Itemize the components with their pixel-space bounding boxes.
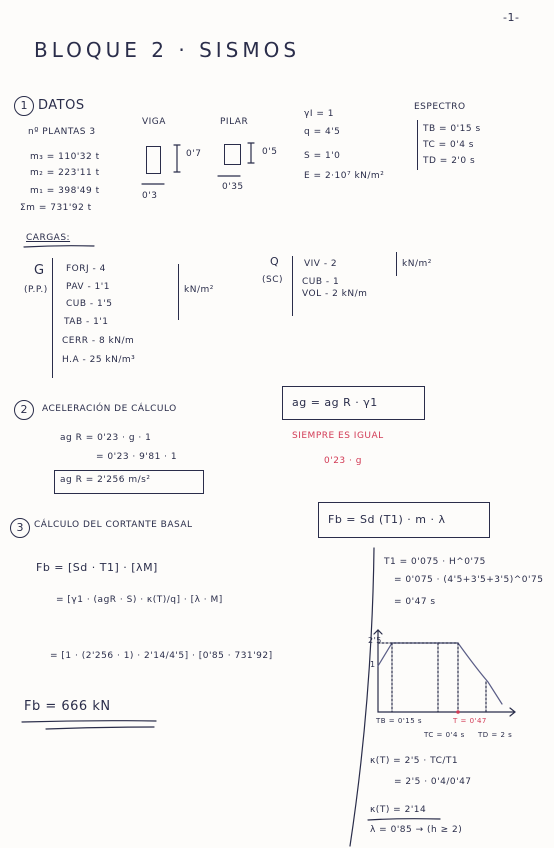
param-s: S = 1'0 [304, 151, 341, 161]
section-number-1: 1 [14, 96, 34, 116]
pilar-height: 0'5 [262, 147, 278, 157]
mass-3: m₃ = 110'32 t [30, 152, 100, 162]
kappa-line-2: = 2'5 · 0'4/0'47 [394, 777, 472, 787]
right-column-divider [350, 548, 374, 846]
note-siempre-igual: SIEMPRE ES IGUAL [292, 431, 384, 441]
mass-total: Σm = 731'92 t [20, 203, 92, 213]
agr-line-2: = 0'23 · 9'81 · 1 [96, 452, 178, 462]
pilar-label: PILAR [220, 117, 249, 127]
section-heading-datos: DATOS [38, 98, 85, 113]
cargas-heading: CARGAS: [26, 233, 71, 243]
q-item-cub: CUB - 1 [302, 277, 340, 287]
mass-1: m₁ = 398'49 t [30, 186, 100, 196]
viga-height-arrow [174, 145, 180, 172]
espectro-tb: TB = 0'15 s [423, 124, 481, 134]
g-item-pav: PAV - 1'1 [66, 282, 110, 292]
g-label: G [34, 263, 45, 278]
agr-result: ag R = 2'256 m/s² [60, 475, 151, 485]
cargas-underline [24, 246, 94, 247]
fb-line-2: = [γ1 · (agR · S) · κ(T)/q] · [λ · M] [56, 595, 223, 605]
t1-line-1: T1 = 0'075 · H^0'75 [384, 557, 486, 567]
g-item-cub: CUB - 1'5 [66, 299, 113, 309]
g-unit: kN/m² [184, 285, 214, 295]
spectrum-tc-label: TC = 0'4 s [424, 731, 465, 739]
g-item-tab: TAB - 1'1 [64, 317, 109, 327]
lambda-line: λ = 0'85 → (h ≥ 2) [370, 825, 463, 835]
mass-2: m₂ = 223'11 t [30, 168, 100, 178]
q-label: Q [270, 255, 280, 268]
spectrum-period-guides [392, 643, 486, 712]
kappa-result: κ(T) = 2'14 [370, 805, 427, 815]
pilar-width: 0'35 [222, 182, 244, 192]
fb-result-underline-2 [46, 727, 154, 729]
note-023g: 0'23 · g [324, 456, 362, 466]
section-heading-cortante: CÁLCULO DEL CORTANTE BASAL [34, 520, 193, 530]
spectrum-axes [378, 630, 514, 712]
formula-fb: Fb = Sd (T1) · m · λ [328, 513, 446, 526]
viga-height: 0'7 [186, 149, 202, 159]
spectrum-td-label: TD = 2 s [478, 731, 513, 739]
pilar-height-arrow [248, 143, 254, 163]
q-sublabel: (SC) [262, 275, 284, 285]
spectrum-y-mid-label: 1 [370, 660, 376, 669]
section-heading-aceleracion: ACELERACIÓN DE CÁLCULO [42, 404, 177, 414]
q-unit: kN/m² [402, 259, 432, 269]
espectro-td: TD = 2'0 s [423, 156, 476, 166]
espectro-tc: TC = 0'4 s [423, 140, 474, 150]
g-sublabel: (P.P.) [24, 285, 48, 295]
spectrum-tb-label: TB = 0'15 s [376, 717, 423, 725]
fb-line-3: = [1 · (2'256 · 1) · 2'14/4'5] · [0'85 · 731'92] [50, 651, 273, 661]
spectrum-curve [378, 643, 502, 704]
g-item-ha: H.A - 25 kN/m³ [62, 355, 136, 365]
q-item-viv: VIV - 2 [304, 259, 338, 269]
page-title: BLOQUE 2 · SISMOS [34, 38, 301, 62]
viga-label: VIGA [142, 117, 166, 127]
fb-result-underline-1 [22, 721, 156, 722]
param-gamma: γI = 1 [304, 109, 334, 119]
agr-line-1: ag R = 0'23 · g · 1 [60, 433, 152, 443]
g-item-cerr: CERR - 8 kN/m [62, 336, 135, 346]
kappa-underline [368, 819, 440, 820]
fb-result: Fb = 666 kN [24, 699, 111, 714]
plantas-count: nº PLANTAS 3 [28, 127, 96, 137]
param-e: E = 2·10⁷ kN/m² [304, 171, 385, 181]
t1-line-2: = 0'075 · (4'5+3'5+3'5)^0'75 [394, 575, 544, 585]
kappa-line-1: κ(T) = 2'5 · TC/T1 [370, 756, 459, 766]
section-number-3: 3 [10, 518, 30, 538]
formula-ag: ag = ag R · γ1 [292, 396, 378, 409]
viga-width: 0'3 [142, 191, 158, 201]
t1-line-3: = 0'47 s [394, 597, 436, 607]
q-item-vol: VOL - 2 kN/m [302, 289, 368, 299]
espectro-label: ESPECTRO [414, 102, 466, 112]
g-item-forj: FORJ - 4 [66, 264, 106, 274]
section-number-2: 2 [14, 400, 34, 420]
spectrum-y-top-label: 2'5 [368, 636, 382, 645]
page-number: -1- [503, 11, 520, 24]
param-q: q = 4'5 [304, 127, 341, 137]
fb-line-1: Fb = [Sd · T1] · [λM] [36, 561, 158, 574]
spectrum-t1-label: T = 0'47 [453, 717, 487, 725]
spectrum-t1-marker [456, 710, 460, 714]
